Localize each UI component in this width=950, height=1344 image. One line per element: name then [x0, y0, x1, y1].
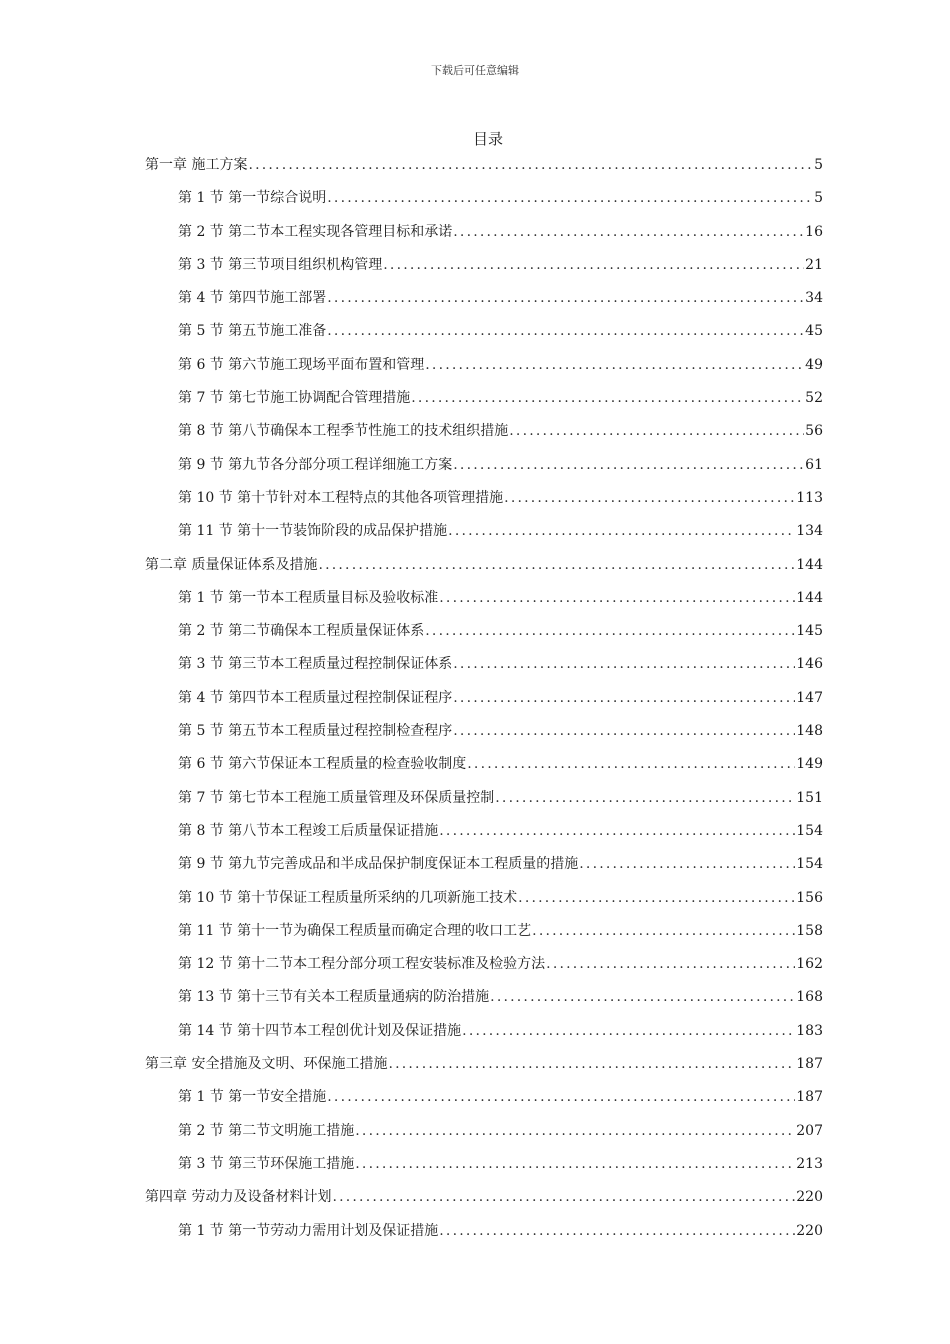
toc-entry-page: 156 [796, 889, 823, 906]
toc-entry-page: 146 [796, 656, 823, 673]
toc-entry-label: 第 12 节 第十二节本工程分部分项工程安装标准及检验方法 [178, 956, 546, 973]
toc-entry-label: 第 13 节 第十三节有关本工程质量通病的防治措施 [178, 989, 490, 1006]
toc-entry-page: 207 [796, 1122, 823, 1139]
toc-entry-page: 220 [796, 1189, 823, 1206]
toc-section-entry[interactable] [145, 382, 823, 415]
toc-dot-leader [579, 848, 795, 881]
toc-entry-label: 第二章 质量保证体系及措施 [145, 556, 318, 573]
toc-dot-leader [448, 515, 795, 548]
toc-section-entry[interactable] [145, 449, 823, 482]
toc-section-entry[interactable] [145, 249, 823, 282]
toc-entry-page: 145 [796, 623, 823, 640]
toc-entry-page: 34 [805, 290, 823, 307]
toc-entry-label: 第 8 节 第八节本工程竣工后质量保证措施 [178, 822, 439, 839]
toc-entry-label: 第 7 节 第七节施工协调配合管理措施 [178, 390, 411, 407]
toc-dot-leader [490, 981, 795, 1014]
toc-dot-leader [462, 1015, 795, 1048]
table-of-contents [145, 149, 823, 1248]
toc-entry-label: 第 4 节 第四节本工程质量过程控制保证程序 [178, 689, 453, 706]
toc-entry-page: 16 [805, 223, 823, 240]
toc-section-entry[interactable] [145, 282, 823, 315]
toc-entry-label: 第 7 节 第七节本工程施工质量管理及环保质量控制 [178, 789, 495, 806]
toc-section-entry[interactable] [145, 482, 823, 515]
toc-entry-page: 56 [805, 423, 823, 440]
toc-entry-page: 151 [796, 789, 823, 806]
toc-dot-leader [411, 382, 804, 415]
toc-dot-leader [504, 482, 795, 515]
toc-section-entry[interactable] [145, 915, 823, 948]
toc-section-entry[interactable] [145, 315, 823, 348]
toc-entry-label: 第 9 节 第九节完善成品和半成品保护制度保证本工程质量的措施 [178, 856, 579, 873]
toc-entry-label: 第 1 节 第一节综合说明 [178, 190, 327, 207]
toc-chapter-entry[interactable] [145, 1181, 823, 1214]
toc-dot-leader [355, 1115, 795, 1148]
toc-dot-leader [439, 582, 795, 615]
toc-dot-leader [318, 549, 795, 582]
toc-dot-leader [327, 282, 804, 315]
toc-dot-leader [453, 216, 804, 249]
toc-entry-page: 149 [796, 756, 823, 773]
toc-entry-page: 113 [796, 489, 823, 506]
toc-entry-label: 第一章 施工方案 [145, 157, 248, 173]
toc-entry-page: 158 [796, 922, 823, 939]
toc-entry-page: 148 [796, 723, 823, 740]
toc-section-entry[interactable] [145, 815, 823, 848]
toc-dot-leader [453, 715, 795, 748]
toc-dot-leader [248, 149, 813, 182]
toc-dot-leader [425, 615, 795, 648]
toc-dot-leader [327, 182, 813, 215]
toc-section-entry[interactable] [145, 582, 823, 615]
toc-section-entry[interactable] [145, 182, 823, 215]
header-note: 下载后可任意编辑 [431, 64, 519, 77]
toc-dot-leader [327, 1081, 795, 1114]
toc-section-entry[interactable] [145, 415, 823, 448]
toc-entry-page: 134 [796, 523, 823, 540]
toc-section-entry[interactable] [145, 682, 823, 715]
toc-entry-label: 第三章 安全措施及文明、环保施工措施 [145, 1056, 388, 1073]
toc-entry-page: 187 [796, 1089, 823, 1106]
toc-dot-leader [439, 815, 795, 848]
toc-entry-page: 144 [796, 589, 823, 606]
toc-entry-label: 第 6 节 第六节施工现场平面布置和管理 [178, 356, 425, 373]
toc-section-entry[interactable] [145, 882, 823, 915]
toc-chapter-entry[interactable] [145, 1048, 823, 1081]
toc-entry-page: 61 [805, 456, 823, 473]
toc-entry-label: 第 2 节 第二节确保本工程质量保证体系 [178, 623, 425, 640]
toc-entry-label: 第 11 节 第十一节装饰阶段的成品保护措施 [178, 523, 448, 540]
toc-entry-page: 168 [796, 989, 823, 1006]
toc-entry-label: 第 5 节 第五节施工准备 [178, 323, 327, 340]
toc-dot-leader [546, 948, 795, 981]
toc-section-entry[interactable] [145, 515, 823, 548]
toc-entry-label: 第 1 节 第一节劳动力需用计划及保证措施 [178, 1222, 439, 1239]
toc-entry-label: 第 1 节 第一节本工程质量目标及验收标准 [178, 589, 439, 606]
toc-entry-label: 第 1 节 第一节安全措施 [178, 1089, 327, 1106]
toc-entry-page: 213 [796, 1155, 823, 1172]
toc-entry-label: 第 3 节 第三节环保施工措施 [178, 1155, 355, 1172]
toc-entry-label: 第 4 节 第四节施工部署 [178, 290, 327, 307]
toc-entry-label: 第 8 节 第八节确保本工程季节性施工的技术组织措施 [178, 423, 509, 440]
toc-section-entry[interactable] [145, 748, 823, 781]
toc-chapter-entry[interactable] [145, 549, 823, 582]
toc-title: 目录 [472, 130, 503, 148]
toc-entry-page: 147 [796, 689, 823, 706]
toc-section-entry[interactable] [145, 216, 823, 249]
toc-entry-label: 第四章 劳动力及设备材料计划 [145, 1189, 332, 1206]
toc-dot-leader [383, 249, 804, 282]
toc-section-entry[interactable] [145, 782, 823, 815]
toc-entry-page: 45 [805, 323, 823, 340]
toc-section-entry[interactable] [145, 615, 823, 648]
toc-entry-label: 第 9 节 第九节各分部分项工程详细施工方案 [178, 456, 453, 473]
toc-section-entry[interactable] [145, 948, 823, 981]
toc-section-entry[interactable] [145, 1215, 823, 1248]
toc-section-entry[interactable] [145, 1148, 823, 1181]
toc-entry-page: 49 [805, 356, 823, 373]
toc-entry-label: 第 3 节 第三节本工程质量过程控制保证体系 [178, 656, 453, 673]
toc-entry-label: 第 11 节 第十一节为确保工程质量而确定合理的收口工艺 [178, 922, 532, 939]
toc-dot-leader [495, 782, 795, 815]
toc-dot-leader [327, 315, 804, 348]
toc-entry-page: 183 [796, 1022, 823, 1039]
toc-dot-leader [453, 682, 795, 715]
toc-dot-leader [509, 415, 804, 448]
toc-entry-page: 5 [814, 157, 823, 173]
toc-entry-label: 第 14 节 第十四节本工程创优计划及保证措施 [178, 1022, 462, 1039]
toc-entry-label: 第 3 节 第三节项目组织机构管理 [178, 256, 383, 273]
toc-section-entry[interactable] [145, 349, 823, 382]
toc-section-entry[interactable] [145, 981, 823, 1014]
toc-dot-leader [467, 748, 795, 781]
toc-section-entry[interactable] [145, 1015, 823, 1048]
toc-chapter-entry[interactable] [145, 149, 823, 182]
toc-entry-label: 第 6 节 第六节保证本工程质量的检查验收制度 [178, 756, 467, 773]
toc-entry-label: 第 2 节 第二节文明施工措施 [178, 1122, 355, 1139]
toc-dot-leader [532, 915, 795, 948]
toc-dot-leader [425, 349, 804, 382]
toc-dot-leader [453, 648, 795, 681]
toc-dot-leader [453, 449, 804, 482]
toc-dot-leader [355, 1148, 795, 1181]
toc-entry-page: 162 [796, 956, 823, 973]
toc-entry-page: 154 [796, 822, 823, 839]
toc-entry-page: 220 [796, 1222, 823, 1239]
toc-entry-page: 21 [805, 256, 823, 273]
toc-dot-leader [388, 1048, 795, 1081]
toc-entry-page: 52 [805, 390, 823, 407]
toc-section-entry[interactable] [145, 848, 823, 881]
toc-entry-label: 第 2 节 第二节本工程实现各管理目标和承诺 [178, 223, 453, 240]
toc-dot-leader [439, 1215, 795, 1248]
toc-entry-page: 5 [814, 190, 823, 207]
toc-section-entry[interactable] [145, 715, 823, 748]
toc-section-entry[interactable] [145, 1115, 823, 1148]
toc-section-entry[interactable] [145, 648, 823, 681]
toc-section-entry[interactable] [145, 1081, 823, 1114]
toc-entry-label: 第 10 节 第十节保证工程质量所采纳的几项新施工技术 [178, 889, 518, 906]
toc-entry-label: 第 10 节 第十节针对本工程特点的其他各项管理措施 [178, 489, 504, 506]
toc-entry-page: 144 [796, 556, 823, 573]
toc-dot-leader [518, 882, 795, 915]
toc-dot-leader [332, 1181, 795, 1214]
toc-entry-label: 第 5 节 第五节本工程质量过程控制检查程序 [178, 723, 453, 740]
toc-entry-page: 154 [796, 856, 823, 873]
toc-entry-page: 187 [796, 1056, 823, 1073]
